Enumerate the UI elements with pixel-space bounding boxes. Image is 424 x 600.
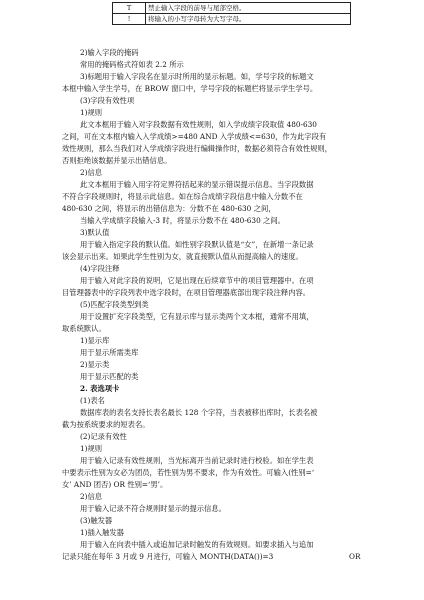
text-line: 截为按系统要求的短表名。: [62, 420, 150, 429]
text-line: 本框中输入学生学号，在 BROW 窗口中，学号字段的标题栏将显示学生学号。: [62, 84, 318, 93]
text-line: (2)记录有效性: [80, 432, 127, 441]
text-line: 1)插入触发器: [80, 528, 124, 537]
text-line: 2. 表选项卡: [80, 384, 120, 393]
format-symbol: T: [113, 3, 146, 14]
table-row: [113, 14, 351, 25]
mask-format-table: [112, 2, 351, 25]
text-line: 2)信息: [80, 492, 103, 501]
text-line: 2)输入字段的掩码: [80, 48, 139, 57]
text-line: 数据库表的表名支持长表名最长 128 个字符，当表被移出库时，长表名被: [80, 408, 318, 417]
table-row: [113, 3, 351, 14]
text-line: 3)默认值: [80, 228, 110, 237]
text-line: (5)匹配字段类型到类: [80, 300, 149, 309]
text-line: 2)显示类: [80, 360, 110, 369]
text-line: 目管理器表中的字段列表中选字段时，在项目管理器底部出现字段注释内容。: [62, 288, 311, 297]
text-line: 此文本框用于输入对字段数据有效性规则，如入学成绩字段取值 480-630: [80, 120, 317, 129]
text-line: 该会显示出来。如果此学生性别为女，就直接默认值从而提高输入的速度。: [62, 252, 303, 261]
text-line: OR: [349, 552, 361, 561]
text-line: 用于输入记录有效性规则，当光标离开当前记录时进行校验。如在学生表: [80, 456, 314, 465]
text-line: 1)规则: [80, 108, 103, 117]
text-line: 中要表示性别为女必为团员，若性别为男不要求，作为有效性。可输入(性别=‘: [62, 468, 315, 477]
text-line: 取系统默认。: [62, 324, 106, 333]
text-line: 1)显示库: [80, 336, 110, 345]
text-line: 常用的掩码格式符如表 2.2 所示: [80, 60, 184, 69]
text-line: 用于显示所需类库: [80, 348, 139, 357]
text-line: 之间，可在文本框内输入入学成绩>=480 AND 入学成绩<=630，作为此字段有: [62, 132, 327, 141]
text-line: 用于输入指定字段的默认值。如性别字段默认值是“女”，在新增一条记录: [80, 240, 314, 249]
text-line: 当输入学成绩字段输入-3 时，将显示分数不在 480-630 之间。: [80, 216, 285, 225]
format-description: 将输入的小写字母转为大写字母。: [146, 14, 351, 25]
text-line: 此文本框用于输入用字符定界符括起来的显示错误提示信息。当字段数据: [80, 180, 314, 189]
text-line: 否则拒绝该数据并显示出错信息。: [62, 156, 172, 165]
format-description: 禁止输入字段的前导与尾部空格。: [146, 3, 351, 14]
text-line: 用于显示匹配的类: [80, 372, 139, 381]
text-line: 用于输入记录不符合规则时显示的提示信息。: [80, 504, 226, 513]
text-line: 不符合字段规则时，将显示此信息。如在综合成绩字段信息中输入分数不在: [62, 192, 303, 201]
text-line: (1)表名: [80, 396, 105, 405]
text-line: (3)触发器: [80, 516, 113, 525]
text-line: 2)信息: [80, 168, 103, 177]
text-line: 女’ AND 团否) OR 性别=‘男’。: [62, 480, 168, 489]
text-line: (3)字段有效性项: [80, 96, 135, 105]
text-line: 3)标题用于输入字段名在显示时所用的显示标题。如，学号字段的标题文: [80, 72, 314, 81]
text-line: (4)字段注释: [80, 264, 120, 273]
format-symbol: !: [113, 14, 146, 25]
text-line: 1)规则: [80, 444, 103, 453]
text-line: 记录只能在每年 3 月或 9 月进行，可输入 MONTH(DATA())=3: [62, 552, 274, 561]
text-line: 用于设置扩充字段类型，它有显示库与显示类两个文本框，通常不用填，: [80, 312, 314, 321]
text-line: 480-630 之间，将显示的出错信息为：分数不在 480-630 之间，: [62, 204, 276, 213]
text-line: 用于输入对此字段的说明，它是出现在后续章节中的项目管理器中。在项: [80, 276, 314, 285]
text-line: 效性规则，那么当我们对入学成绩字段进行编辑操作时，数据必须符合有效性规则，: [62, 144, 332, 153]
text-line: 用于输入在向表中插入或追加记录时触发的有效规则。如要求插入与追加: [80, 540, 314, 549]
